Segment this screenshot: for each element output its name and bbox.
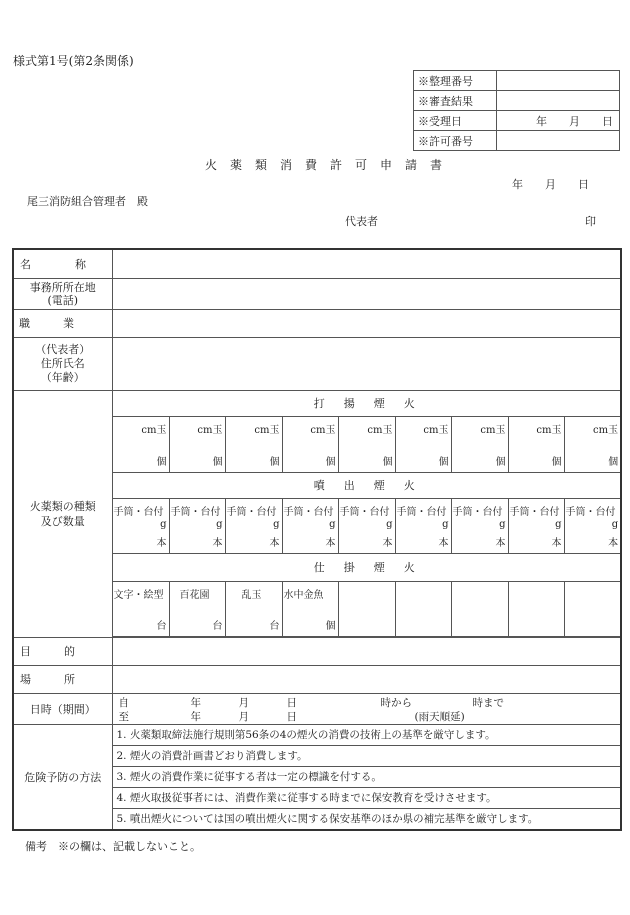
unit-pieces: 本 — [269, 537, 280, 549]
label-phone: (電話) — [47, 293, 79, 307]
label-danger-prevention: 危険予防の方法 — [24, 770, 102, 784]
office-label-review-result: ※審査結果 — [414, 91, 497, 111]
application-date[interactable]: 年 月 日 — [512, 178, 589, 191]
occupation-field[interactable] — [112, 309, 621, 337]
aerial-cell[interactable] — [169, 416, 225, 472]
unit-handheld: 手筒・台付 — [113, 506, 164, 518]
unit-handheld: 手筒・台付 — [565, 506, 616, 518]
unit-handheld: 手筒・台付 — [396, 506, 447, 518]
row-label-danger-prevention — [13, 724, 112, 830]
set-fireworks-header: 仕 掛 煙 火 — [112, 553, 621, 581]
label-representative: （代表者） — [35, 342, 91, 356]
form-number: 様式第1号(第2条関係) — [13, 54, 134, 68]
fountain-cell[interactable] — [508, 498, 564, 553]
danger-prevention-list — [112, 724, 621, 830]
office-value-review-result[interactable] — [497, 91, 620, 111]
from-day: 日 — [286, 696, 297, 709]
fountain-cell[interactable] — [169, 498, 225, 553]
office-address-field[interactable] — [112, 278, 621, 309]
unit-piece: 個 — [156, 456, 167, 468]
unit-gram: g — [273, 518, 280, 530]
set-item-name: 文字・絵型 — [113, 589, 164, 601]
unit-gram: g — [386, 518, 393, 530]
set-item-unit: 台 — [212, 620, 223, 632]
danger-item: 1. 火薬類取締法施行規則第56条の4の煙火の消費の技術上の基準を厳守します。 — [116, 728, 496, 741]
unit-pieces: 本 — [608, 537, 619, 549]
aerial-cell[interactable] — [564, 416, 621, 472]
set-item-name: 乱玉 — [241, 589, 262, 601]
fountain-fireworks-header: 噴 出 煙 火 — [112, 472, 621, 498]
label-place: 場 所 — [20, 673, 75, 686]
unit-handheld: 手筒・台付 — [509, 506, 560, 518]
office-label-permit-number: ※許可番号 — [414, 131, 497, 151]
from-month: 月 — [238, 696, 249, 709]
danger-item: 5. 噴出煙火については国の噴出煙火に関する保安基準のほか県の補完基準を厳守します。 — [113, 808, 621, 829]
set-cell-blank[interactable] — [451, 581, 508, 636]
purpose-field[interactable] — [112, 637, 621, 665]
unit-pieces: 本 — [382, 537, 393, 549]
unit-piece: 個 — [438, 456, 449, 468]
unit-handheld: 手筒・台付 — [452, 506, 503, 518]
set-cell-blank[interactable] — [508, 581, 564, 636]
unit-gram: g — [555, 518, 562, 530]
label-and-quantity: 及び数量 — [40, 514, 85, 528]
unit-cm: cm玉 — [536, 424, 562, 436]
set-item-unit: 台 — [269, 620, 280, 632]
aerial-cell[interactable] — [395, 416, 451, 472]
unit-cm: cm玉 — [423, 424, 449, 436]
from-year: 年 — [190, 696, 201, 709]
unit-piece: 個 — [551, 456, 562, 468]
unit-cm: cm玉 — [593, 424, 619, 436]
fountain-cell[interactable] — [395, 498, 451, 553]
aerial-fireworks-header: 打 揚 煙 火 — [112, 390, 621, 416]
unit-gram: g — [499, 518, 506, 530]
aerial-cell[interactable] — [112, 416, 169, 472]
aerial-cell[interactable] — [225, 416, 282, 472]
office-label-receipt-date: ※受理日 — [414, 111, 497, 131]
set-item-unit: 台 — [156, 620, 167, 632]
footnote: 備考 ※の欄は、記載しないこと。 — [25, 840, 201, 853]
set-cell-blank[interactable] — [564, 581, 621, 636]
label-period: 日時（期間） — [29, 702, 96, 716]
unit-piece: 個 — [212, 456, 223, 468]
unit-piece: 個 — [269, 456, 280, 468]
label-office-address: 事務所所在地 — [29, 280, 96, 294]
fountain-cell[interactable] — [282, 498, 338, 553]
office-value-permit-number[interactable] — [497, 131, 620, 151]
label-purpose: 目 的 — [20, 645, 75, 658]
unit-gram: g — [216, 518, 223, 530]
unit-pieces: 本 — [438, 537, 449, 549]
row-label-fireworks-types — [13, 390, 112, 637]
label-name: 名 称 — [20, 257, 86, 271]
seal-mark: 印 — [585, 215, 596, 228]
row-label-purpose — [13, 637, 112, 665]
rain-postponement-note: (雨天順延) — [414, 710, 465, 723]
label-occupation: 職 業 — [19, 317, 74, 330]
unit-cm: cm玉 — [254, 424, 280, 436]
place-field[interactable] — [112, 665, 621, 693]
unit-handheld: 手筒・台付 — [283, 506, 334, 518]
row-label-name — [13, 249, 112, 278]
fountain-cell[interactable] — [112, 498, 169, 553]
set-cell-underwater-goldfish[interactable] — [282, 581, 338, 636]
unit-gram: g — [442, 518, 449, 530]
to-year: 年 — [190, 710, 201, 723]
set-cell-text-pattern[interactable] — [112, 581, 169, 636]
unit-gram: g — [611, 518, 619, 530]
unit-cm: cm玉 — [310, 424, 336, 436]
representative-field[interactable] — [112, 337, 621, 390]
form-title: 火薬類消費許可申請書 — [205, 158, 456, 172]
unit-piece: 個 — [325, 456, 336, 468]
unit-cm: cm玉 — [197, 424, 223, 436]
fountain-cell[interactable] — [564, 498, 621, 553]
row-label-place — [13, 665, 112, 693]
from-label: 自 — [118, 696, 129, 709]
unit-pieces: 本 — [212, 537, 223, 549]
unit-cm: cm玉 — [141, 424, 167, 436]
to-time: 時まで — [472, 696, 504, 709]
label-fireworks-types: 火薬類の種類 — [29, 499, 96, 513]
row-label-representative — [13, 337, 112, 390]
unit-pieces: 本 — [325, 537, 336, 549]
name-field[interactable] — [112, 249, 621, 278]
office-label-reference-number: ※整理番号 — [414, 71, 497, 91]
unit-pieces: 本 — [156, 537, 167, 549]
danger-item: 4. 煙火取扱従事者には、消費作業に従事する時までに保安教育を受けさせます。 — [113, 787, 621, 808]
application-form-table — [12, 248, 622, 831]
row-label-period — [13, 693, 112, 724]
label-address-name: 住所氏名 — [40, 356, 85, 370]
office-value-reference-number[interactable] — [497, 71, 620, 91]
label-age: （年齢） — [40, 370, 85, 384]
set-cell-blank[interactable] — [395, 581, 451, 636]
aerial-cell[interactable] — [282, 416, 338, 472]
unit-pieces: 本 — [551, 537, 562, 549]
office-value-receipt-date[interactable]: 年 月 日 — [497, 111, 620, 131]
to-label: 至 — [118, 710, 129, 723]
aerial-cell[interactable] — [338, 416, 395, 472]
period-field[interactable] — [112, 693, 621, 724]
set-item-unit: 個 — [325, 620, 336, 632]
aerial-cell[interactable] — [451, 416, 508, 472]
unit-gram: g — [329, 518, 336, 530]
unit-gram: g — [160, 518, 167, 530]
fountain-cell[interactable] — [451, 498, 508, 553]
unit-piece: 個 — [495, 456, 506, 468]
danger-item: 2. 煙火の消費計画書どおり消費します。 — [113, 745, 621, 766]
set-item-name: 水中金魚 — [283, 589, 324, 601]
unit-cm: cm玉 — [480, 424, 506, 436]
unit-pieces: 本 — [495, 537, 506, 549]
from-time: 時から — [380, 696, 412, 709]
unit-handheld: 手筒・台付 — [170, 506, 221, 518]
representative-label: 代表者 — [345, 215, 378, 228]
aerial-cell[interactable] — [508, 416, 564, 472]
to-day: 日 — [286, 710, 297, 723]
danger-item: 3. 煙火の消費作業に従事する者は一定の標識を付する。 — [113, 766, 621, 787]
set-cell-blank[interactable] — [338, 581, 395, 636]
fountain-cell[interactable] — [338, 498, 395, 553]
unit-cm: cm玉 — [367, 424, 393, 436]
to-month: 月 — [238, 710, 249, 723]
fountain-cell[interactable] — [225, 498, 282, 553]
unit-handheld: 手筒・台付 — [339, 506, 390, 518]
row-label-occupation — [13, 309, 112, 337]
office-use-box — [413, 70, 620, 151]
unit-piece: 個 — [608, 456, 619, 468]
row-label-office-address — [13, 278, 112, 309]
set-item-name: 百花園 — [179, 589, 210, 601]
addressee: 尾三消防組合管理者 殿 — [27, 195, 148, 208]
set-cell-hyakkaen[interactable] — [169, 581, 225, 636]
unit-piece: 個 — [382, 456, 393, 468]
unit-handheld: 手筒・台付 — [226, 506, 277, 518]
set-cell-randama[interactable] — [225, 581, 282, 636]
